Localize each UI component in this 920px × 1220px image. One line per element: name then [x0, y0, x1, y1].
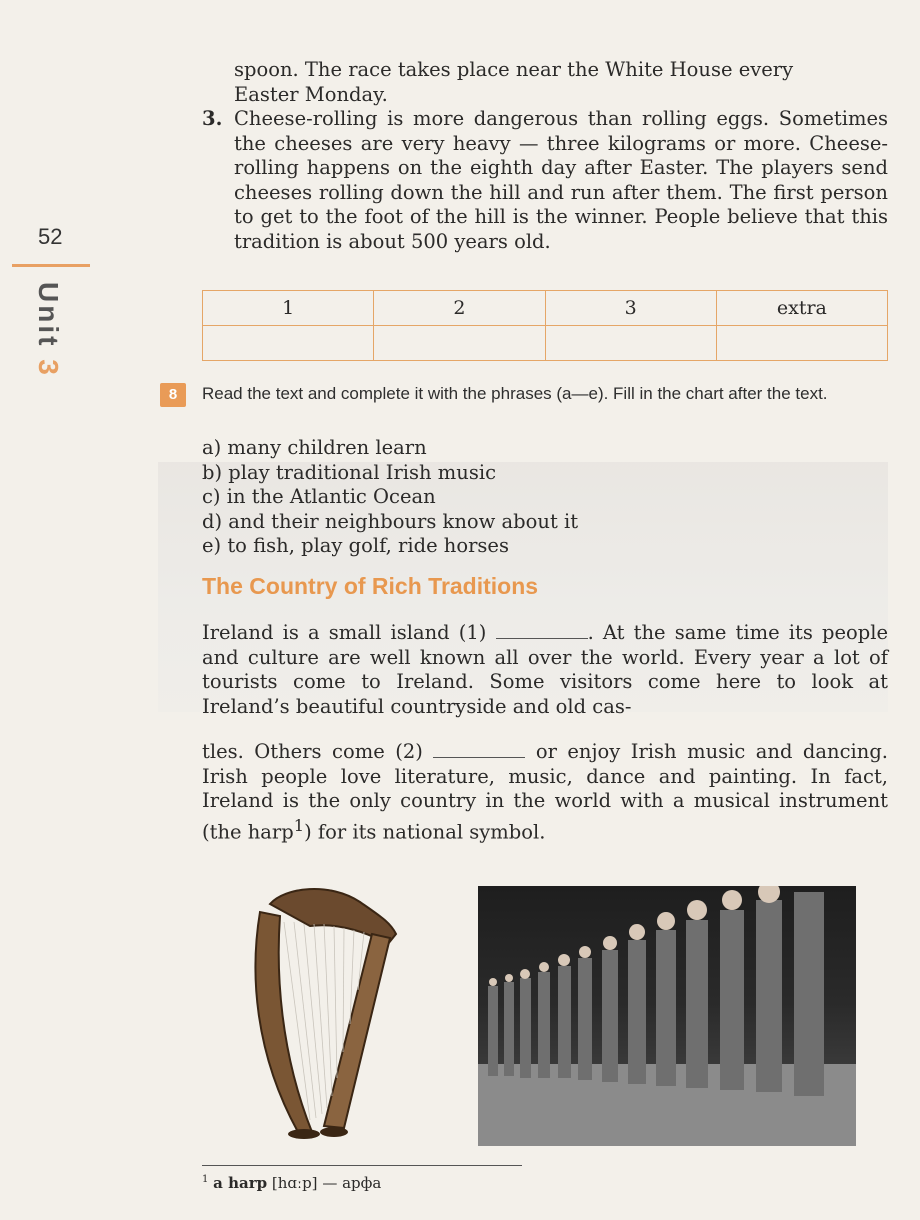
footnote-divider — [202, 1165, 522, 1166]
phrase-item: b) play traditional Irish music — [202, 460, 497, 484]
irish-dancers-photo — [478, 886, 856, 1146]
page-number: 52 — [38, 224, 63, 249]
exercise-instruction: Read the text and complete it with the phrases (a—e). Fill in the chart after the text. — [202, 384, 828, 403]
harp-illustration — [240, 882, 400, 1144]
unit-label: Unit 3 — [33, 282, 64, 378]
answer-chart — [202, 290, 888, 361]
phrase-item: e) to fish, play golf, ride horses — [202, 534, 509, 558]
blank-1[interactable] — [496, 622, 588, 639]
phrase-list — [202, 436, 578, 559]
paragraph-1: Ireland is a small island (1) . At the same time its people and culture are well known all over the world. Every year a lot of tourists come to Ireland. Some visitors come here to look at Ireland’s beautiful countryside and old cas- — [202, 621, 889, 718]
dancers-silhouettes — [478, 886, 856, 1146]
text-title: The Country of Rich Traditions — [202, 573, 539, 599]
item-text: Cheese-rolling is more dangerous than rolling eggs. Sometimes the cheeses are very heavy — three kilograms or more. Cheese-rolling happens on the eighth day after Easter. The players send cheeses rolling down the hill and run after them. The first person to get to the foot of the hill is the winner. People believe that this tradition is about 500 years old. — [234, 107, 888, 253]
phrase-item: a) many children learn — [202, 436, 427, 459]
item-number: 3. — [202, 107, 223, 130]
chart-answer-cell[interactable] — [716, 326, 887, 361]
exercise-number-badge: 8 — [160, 383, 186, 407]
blank-2[interactable] — [433, 741, 525, 758]
unit-divider — [12, 264, 90, 267]
footnote: $^1$ a harp [hɑːp] — арфа — [202, 1174, 382, 1192]
continued-paragraph: spoon. The race takes place near the White House every Easter Monday. — [234, 58, 794, 106]
chart-header-cell: extra — [716, 291, 887, 326]
paragraph-2: tles. Others come (2) or enjoy Irish music and dancing. Irish people love literature, music, dance and painting. In fact, Ireland is the only country in the world with a musical instrument (the harp$^1$) for its national symbol. — [202, 740, 888, 843]
chart-answer-cell[interactable] — [203, 326, 374, 361]
list-item-3 — [202, 107, 888, 254]
phrase-item: c) in the Atlantic Ocean — [202, 485, 436, 509]
chart-answer-cell[interactable] — [374, 326, 545, 361]
chart-header-row — [203, 291, 888, 326]
chart-header-cell: 1 — [203, 291, 374, 326]
phrase-item: d) and their neighbours know about it — [202, 509, 579, 533]
chart-header-cell: 3 — [545, 291, 716, 326]
chart-answer-cell[interactable] — [545, 326, 716, 361]
chart-answer-row — [203, 326, 888, 361]
chart-header-cell: 2 — [374, 291, 545, 326]
